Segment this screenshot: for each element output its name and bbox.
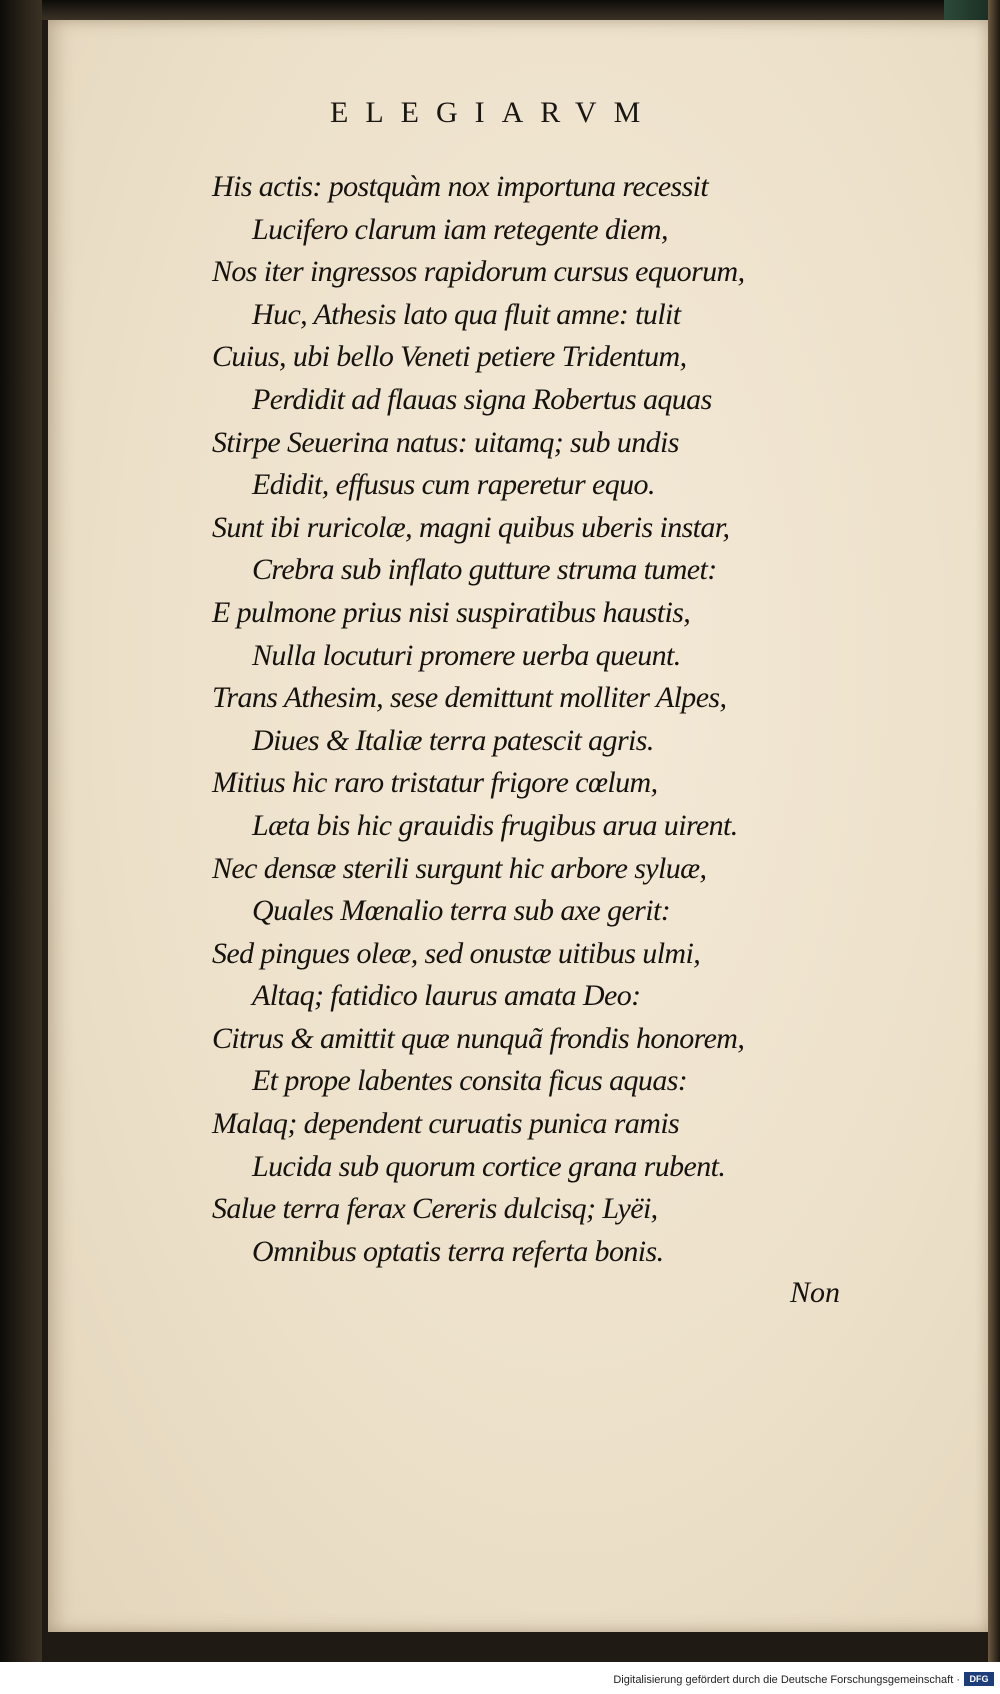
verse-line: His actis: postquàm nox importuna recessit — [212, 170, 709, 203]
verse-line: Cuius, ubi bello Veneti petiere Tridentum, — [212, 340, 687, 374]
catchword: Non — [790, 1276, 841, 1309]
verse-line: Quales Mœnalio terra sub axe gerit: — [252, 894, 671, 928]
verse-line: Salue terra ferax Cereris dulcisq; Lyëi, — [212, 1192, 658, 1226]
verse-line: Edidit, effusus cum raperetur equo. — [252, 468, 655, 502]
verse-line: Mitius hic raro tristatur frigore cœlum, — [212, 766, 658, 800]
verse-line: Perdidit ad flauas signa Robertus aquas — [252, 382, 712, 416]
dfg-logo: DFG — [964, 1672, 994, 1686]
verse-line: Nulla locuturi promere uerba queunt. — [252, 638, 681, 672]
running-head: ELEGIARVM — [330, 96, 658, 129]
verse-line: Nos iter ingressos rapidorum cursus equorum, — [212, 255, 745, 289]
verse-line: Trans Athesim, sese demittunt molliter Alpes, — [212, 681, 727, 715]
verse-line: Crebra sub inflato gutture struma tumet: — [252, 553, 717, 587]
verse-line: Læta bis hic grauidis frugibus arua uirent. — [252, 808, 738, 842]
verse-line: Et prope labentes consita ficus aquas: — [252, 1064, 688, 1098]
verse-line: Malaq; dependent curuatis punica ramis — [212, 1107, 680, 1141]
verse-line: Altaq; fatidico laurus amata Deo: — [252, 979, 641, 1013]
verse-line: Diues & Italiæ terra patescit agris. — [252, 723, 654, 757]
verse-line: Sunt ibi ruricolæ, magni quibus uberis instar, — [212, 510, 730, 544]
footer-credit: Digitalisierung gefördert durch die Deutsche Forschungsgemeinschaft · — [613, 1674, 960, 1686]
book-spine — [0, 0, 42, 1662]
page-right-edge — [988, 0, 1000, 1662]
verse-line: Nec densæ sterili surgunt hic arbore syluæ, — [212, 851, 707, 885]
verse-block — [212, 166, 902, 1273]
verse-line: Stirpe Seuerina natus: uitamq; sub undis — [212, 425, 679, 459]
verse-line: Lucifero clarum iam retegente diem, — [252, 212, 668, 246]
verse-line: Citrus & amittit quæ nunquã frondis honorem, — [212, 1021, 745, 1055]
verse-line: Lucida sub quorum cortice grana rubent. — [252, 1149, 726, 1183]
verse-line: Huc, Athesis lato qua fluit amne: tulit — [252, 297, 681, 331]
verse-line: Omnibus optatis terra referta bonis. — [252, 1234, 664, 1268]
verse-line: Sed pingues oleæ, sed onustæ uitibus ulmi, — [212, 936, 701, 970]
verse-line: E pulmone prius nisi suspiratibus haustis, — [212, 595, 691, 629]
page-top-edge — [42, 0, 988, 20]
